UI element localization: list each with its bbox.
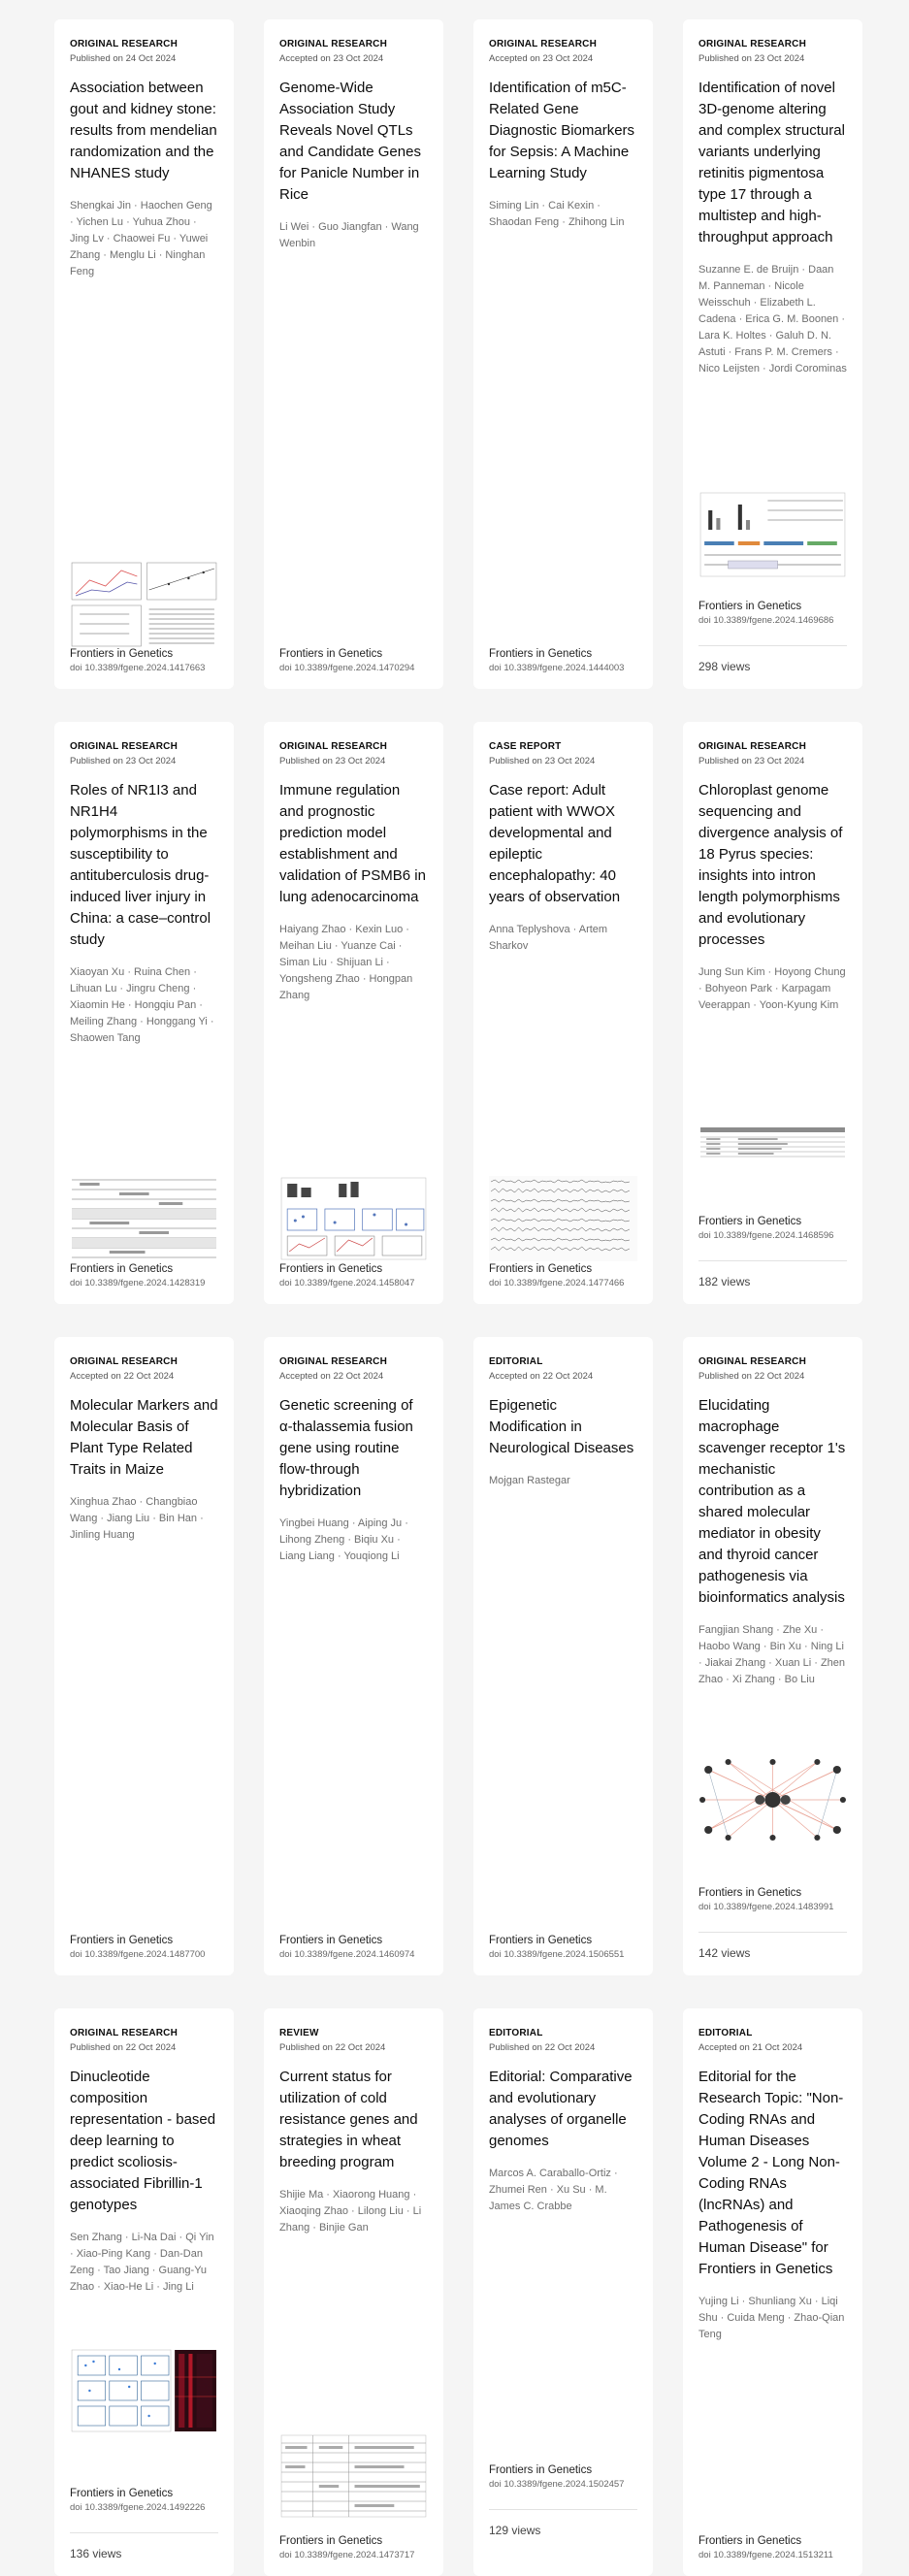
journal-name[interactable]: Frontiers in Genetics [70, 2488, 174, 2499]
article-footer [70, 1935, 218, 1960]
journal-name[interactable]: Frontiers in Genetics [698, 601, 802, 612]
article-doi[interactable]: doi 10.3389/fgene.2024.1468596 [698, 1230, 834, 1241]
journal-name[interactable]: Frontiers in Genetics [489, 648, 593, 660]
article-title[interactable]: Epigenetic Modification in Neurological Diseases [489, 1397, 634, 1456]
article-thumbnail [70, 561, 218, 648]
article-card[interactable] [473, 722, 653, 1304]
article-authors: Li Wei · Guo Jiangfan · Wang Wenbin [279, 221, 419, 249]
article-date: Published on 22 Oct 2024 [489, 2042, 596, 2053]
article-type: ORIGINAL RESEARCH [279, 1356, 388, 1367]
article-footer [698, 601, 847, 673]
article-date: Published on 23 Oct 2024 [698, 756, 805, 766]
view-count: 142 views [698, 1932, 847, 1960]
article-doi[interactable]: doi 10.3389/fgene.2024.1469686 [698, 615, 834, 626]
article-authors: Jung Sun Kim · Hoyong Chung · Bohyeon Park · Karpagam Veerappan · Yoon-Kyung Kim [698, 966, 846, 1011]
article-footer [698, 2535, 847, 2560]
article-doi[interactable]: doi 10.3389/fgene.2024.1460974 [279, 1949, 415, 1960]
article-card[interactable] [473, 2008, 653, 2576]
article-date: Accepted on 22 Oct 2024 [489, 1371, 594, 1382]
article-type: ORIGINAL RESEARCH [279, 741, 388, 752]
article-footer [70, 1263, 218, 1288]
article-card[interactable] [54, 722, 234, 1304]
article-card[interactable] [54, 1337, 234, 1975]
article-type: ORIGINAL RESEARCH [279, 39, 388, 49]
journal-name[interactable]: Frontiers in Genetics [698, 1887, 802, 1899]
article-footer [70, 648, 218, 673]
article-date: Accepted on 23 Oct 2024 [279, 53, 384, 64]
article-doi[interactable]: doi 10.3389/fgene.2024.1513211 [698, 2550, 833, 2560]
article-footer [279, 1263, 428, 1288]
article-type: ORIGINAL RESEARCH [70, 741, 179, 752]
article-card[interactable] [264, 1337, 443, 1975]
view-count: 129 views [489, 2509, 637, 2537]
article-card[interactable] [264, 2008, 443, 2576]
journal-name[interactable]: Frontiers in Genetics [279, 2535, 383, 2547]
article-authors: Haiyang Zhao · Kexin Luo · Meihan Liu · Yuanze Cai · Siman Liu · Shijuan Li · Yongsheng Zhao · Hongpan Zhang [279, 924, 413, 1001]
article-footer [70, 2488, 218, 2560]
view-count: 298 views [698, 645, 847, 673]
article-date: Published on 23 Oct 2024 [279, 756, 386, 766]
article-card[interactable] [264, 19, 443, 689]
article-title[interactable]: Editorial for the Research Topic: "Non-Coding RNAs and Human Diseases Volume 2 - Long Non-Coding RNAs (lncRNAs) and Pathogenesis of Human Disease" for Frontiers in Genetics [698, 2069, 844, 2277]
article-title[interactable]: Current status for utilization of cold resistance genes and strategies in wheat breeding program [279, 2069, 418, 2170]
article-authors: Shengkai Jin · Haochen Geng · Yichen Lu · Yuhua Zhou · Jing Lv · Chaowei Fu · Yuwei Zhang · Menglu Li · Ninghan Feng [70, 200, 212, 277]
article-type: ORIGINAL RESEARCH [698, 741, 807, 752]
article-title[interactable]: Identification of novel 3D-genome altering and complex structural variants underlying retinitis pigmentosa type 17 through a multistep and high-throughput approach [698, 80, 845, 245]
article-card[interactable] [54, 2008, 234, 2576]
article-title[interactable]: Genome-Wide Association Study Reveals Novel QTLs and Candidate Genes for Panicle Number in Rice [279, 80, 421, 203]
article-type: ORIGINAL RESEARCH [698, 1356, 807, 1367]
article-doi[interactable]: doi 10.3389/fgene.2024.1502457 [489, 2479, 625, 2490]
article-card[interactable] [54, 19, 234, 689]
article-card[interactable] [683, 1337, 862, 1975]
journal-name[interactable]: Frontiers in Genetics [489, 2464, 593, 2476]
article-title[interactable]: Chloroplast genome sequencing and divergence analysis of 18 Pyrus species: insights into intron length polymorphisms and evolutionary processes [698, 782, 843, 948]
article-title[interactable]: Dinucleotide composition representation - based deep learning to predict scoliosis-associated Fibrillin-1 genotypes [70, 2069, 216, 2213]
journal-name[interactable]: Frontiers in Genetics [70, 648, 174, 660]
article-authors: Fangjian Shang · Zhe Xu · Haobo Wang · Bin Xu · Ning Li · Jiakai Zhang · Xuan Li · Zhen Zhao · Xi Zhang · Bo Liu [698, 1624, 846, 1685]
article-date: Published on 23 Oct 2024 [489, 756, 596, 766]
journal-name[interactable]: Frontiers in Genetics [279, 1263, 383, 1275]
article-type: EDITORIAL [489, 2028, 543, 2038]
article-title[interactable]: Association between gout and kidney stone: results from mendelian randomization and the NHANES study [70, 80, 217, 181]
article-doi[interactable]: doi 10.3389/fgene.2024.1428319 [70, 1278, 206, 1288]
article-footer [279, 2535, 428, 2560]
article-title[interactable]: Immune regulation and prognostic prediction model establishment and validation of PSMB6 in lung adenocarcinoma [279, 782, 426, 905]
article-date: Accepted on 22 Oct 2024 [279, 1371, 384, 1382]
article-authors: Anna Teplyshova · Artem Sharkov [489, 924, 608, 952]
article-thumbnail [489, 1176, 637, 1261]
article-type: ORIGINAL RESEARCH [698, 39, 807, 49]
article-date: Accepted on 22 Oct 2024 [70, 1371, 175, 1382]
article-title[interactable]: Identification of m5C-Related Gene Diagnostic Biomarkers for Sepsis: A Machine Learning Study [489, 80, 635, 181]
journal-name[interactable]: Frontiers in Genetics [698, 2535, 802, 2547]
article-title[interactable]: Roles of NR1I3 and NR1H4 polymorphisms in the susceptibility to antituberculosis drug-induced liver injury in China: a case–control study [70, 782, 211, 948]
view-count: 136 views [70, 2532, 218, 2560]
journal-name[interactable]: Frontiers in Genetics [70, 1935, 174, 1946]
article-card[interactable] [683, 2008, 862, 2576]
article-footer [489, 2464, 637, 2537]
article-date: Published on 22 Oct 2024 [70, 2042, 177, 2053]
article-type: EDITORIAL [698, 2028, 753, 2038]
article-authors: Siming Lin · Cai Kexin · Shaodan Feng · Zhihong Lin [489, 200, 625, 228]
article-date: Accepted on 23 Oct 2024 [489, 53, 594, 64]
article-thumbnail [698, 491, 847, 578]
journal-name[interactable]: Frontiers in Genetics [70, 1263, 174, 1275]
article-doi[interactable]: doi 10.3389/fgene.2024.1444003 [489, 663, 625, 673]
article-footer [489, 1263, 637, 1288]
article-card[interactable] [473, 19, 653, 689]
article-doi[interactable]: doi 10.3389/fgene.2024.1477466 [489, 1278, 625, 1288]
article-footer [489, 648, 637, 673]
article-title[interactable]: Elucidating macrophage scavenger receptor 1's mechanistic contribution as a shared molecular mediator in obesity and thyroid cancer pathogenesis via bioinformatics analysis [698, 1397, 846, 1606]
article-title[interactable]: Molecular Markers and Molecular Basis of Plant Type Related Traits in Maize [70, 1397, 218, 1478]
article-authors: Sen Zhang · Li-Na Dai · Qi Yin · Xiao-Ping Kang · Dan-Dan Zeng · Tao Jiang · Guang-Yu Zhao · Xiao-He Li · Jing Li [70, 2232, 214, 2293]
article-type: ORIGINAL RESEARCH [70, 2028, 179, 2038]
journal-name[interactable]: Frontiers in Genetics [698, 1216, 802, 1227]
view-count: 182 views [698, 1260, 847, 1288]
article-authors: Shijie Ma · Xiaorong Huang · Xiaoqing Zhao · Lilong Liu · Li Zhang · Binjie Gan [279, 2189, 422, 2234]
article-type: EDITORIAL [489, 1356, 543, 1367]
article-date: Published on 23 Oct 2024 [70, 756, 177, 766]
article-thumbnail [279, 2433, 428, 2519]
article-date: Published on 24 Oct 2024 [70, 53, 177, 64]
article-doi[interactable]: doi 10.3389/fgene.2024.1492226 [70, 2502, 206, 2513]
article-footer [698, 1216, 847, 1288]
journal-name[interactable]: Frontiers in Genetics [279, 648, 383, 660]
article-doi[interactable]: doi 10.3389/fgene.2024.1417663 [70, 663, 206, 673]
article-doi[interactable]: doi 10.3389/fgene.2024.1473717 [279, 2550, 415, 2560]
article-thumbnail [698, 1125, 847, 1160]
article-card[interactable] [473, 1337, 653, 1975]
article-footer [698, 1887, 847, 1960]
article-authors: Suzanne E. de Bruijn · Daan M. Panneman · Nicole Weisschuh · Elizabeth L. Cadena · Erica G. M. Boonen · Lara K. Holtes · Galuh D. N. Astuti · Frans P. M. Cremers · Nico Leijsten · Jordi Corominas [698, 264, 847, 375]
article-title[interactable]: Case report: Adult patient with WWOX developmental and epileptic encephalopathy: 40 years of observation [489, 782, 621, 905]
article-authors: Mojgan Rastegar [489, 1475, 570, 1486]
article-doi[interactable]: doi 10.3389/fgene.2024.1470294 [279, 663, 415, 673]
article-date: Published on 22 Oct 2024 [279, 2042, 386, 2053]
article-doi[interactable]: doi 10.3389/fgene.2024.1506551 [489, 1949, 625, 1960]
article-authors: Xiaoyan Xu · Ruina Chen · Lihuan Lu · Jingru Cheng · Xiaomin He · Hongqiu Pan · Meiling Zhang · Honggang Yi · Shaowen Tang [70, 966, 214, 1044]
article-card[interactable] [683, 722, 862, 1304]
article-type: ORIGINAL RESEARCH [489, 39, 598, 49]
article-authors: Xinghua Zhao · Changbiao Wang · Jiang Liu · Bin Han · Jinling Huang [70, 1496, 204, 1541]
article-card[interactable] [683, 19, 862, 689]
article-authors: Marcos A. Caraballo-Ortiz · Zhumei Ren · Xu Su · M. James C. Crabbe [489, 2168, 618, 2212]
article-thumbnail [70, 2348, 218, 2433]
article-footer [279, 1935, 428, 1960]
article-date: Accepted on 21 Oct 2024 [698, 2042, 803, 2053]
article-doi[interactable]: doi 10.3389/fgene.2024.1458047 [279, 1278, 415, 1288]
article-type: CASE REPORT [489, 741, 562, 752]
journal-name[interactable]: Frontiers in Genetics [489, 1935, 593, 1946]
article-authors: Yingbei Huang · Aiping Ju · Lihong Zheng · Biqiu Xu · Liang Liang · Youqiong Li [279, 1517, 408, 1562]
article-doi[interactable]: doi 10.3389/fgene.2024.1487700 [70, 1949, 206, 1960]
article-card[interactable] [264, 722, 443, 1304]
article-date: Published on 23 Oct 2024 [698, 53, 805, 64]
article-title[interactable]: Genetic screening of α-thalassemia fusion gene using routine flow-through hybridization [279, 1397, 413, 1499]
journal-name[interactable]: Frontiers in Genetics [279, 1935, 383, 1946]
article-type: ORIGINAL RESEARCH [70, 39, 179, 49]
article-authors: Yujing Li · Shunliang Xu · Liqi Shu · Cuida Meng · Zhao-Qian Teng [698, 2296, 845, 2340]
article-thumbnail [70, 1176, 218, 1261]
article-footer [489, 1935, 637, 1960]
article-type: ORIGINAL RESEARCH [70, 1356, 179, 1367]
article-thumbnail [279, 1176, 428, 1261]
article-footer [279, 648, 428, 673]
article-thumbnail [698, 1758, 847, 1842]
article-type: REVIEW [279, 2028, 319, 2038]
journal-name[interactable]: Frontiers in Genetics [489, 1263, 593, 1275]
article-title[interactable]: Editorial: Comparative and evolutionary analyses of organelle genomes [489, 2069, 633, 2149]
article-date: Published on 22 Oct 2024 [698, 1371, 805, 1382]
article-doi[interactable]: doi 10.3389/fgene.2024.1483991 [698, 1902, 834, 1912]
